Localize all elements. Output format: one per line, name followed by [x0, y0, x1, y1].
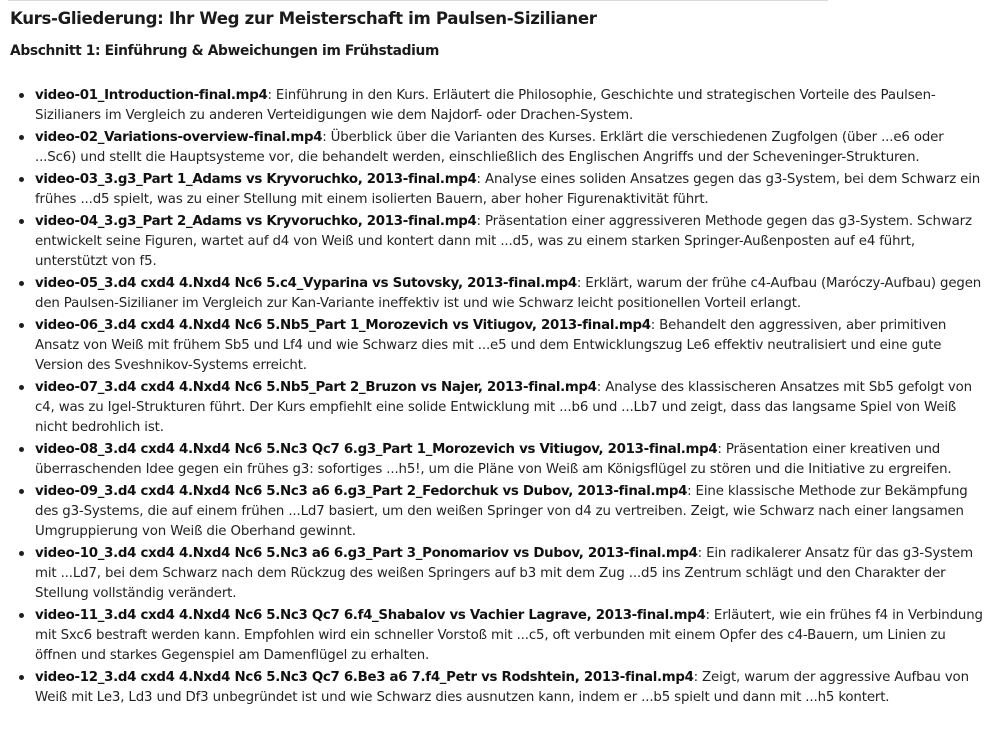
- video-description: : Analyse eines soliden Ansatzes gegen das g3-System, bei dem Schwarz ein frühes ...d5 spielt, was zu einer Stellung mit einem isolierten Bauern, aber hoher Figurenaktivität führt.: [35, 172, 981, 207]
- list-item: [35, 482, 985, 542]
- video-description: : Ein radikalerer Ansatz für das g3-System mit ...Ld7, bei dem Schwarz nach dem Rückzug des weißen Springers auf b3 mit dem Zug ...d5 ins Zentrum schlägt und den Charakter der Stellung vollständig verändert.: [35, 546, 973, 601]
- bullet-icon: [19, 93, 24, 98]
- bullet-icon: [19, 613, 24, 618]
- top-divider: [8, 0, 828, 1]
- video-description: : Präsentation einer aggressiveren Methode gegen das g3-System. Schwarz entwickelt seine Figuren, wartet auf d4 von Weiß und kontert dann mit ...d5, was zu einem starken Springer-Außenposten auf e4 führt, unterstützt von f5.: [35, 214, 972, 269]
- video-filename: video-05_3.d4 cxd4 4.Nxd4 Nc6 5.c4_Vyparina vs Sutovsky, 2013-final.mp4: [35, 276, 577, 291]
- bullet-icon: [19, 177, 24, 182]
- video-description: : Behandelt den aggressiven, aber primitiven Ansatz von Weiß mit frühem Sb5 und Lf4 und wie Schwarz dies mit ...e5 und dem Entwicklungszug Le6 effektiv neutralisiert und eine gute Version des Sveshnikov-Systems erreicht.: [35, 318, 947, 373]
- video-description: : Erklärt, warum der frühe c4-Aufbau (Maróczy-Aufbau) gegen den Paulsen-Sizilianer im Vergleich zur Kan-Variante ineffektiv ist und wie Schwarz leicht positionellen Vorteil erlangt.: [35, 276, 982, 311]
- section-heading: Abschnitt 1: Einführung & Abweichungen im Frühstadium: [10, 43, 439, 59]
- bullet-icon: [19, 281, 24, 286]
- list-item: [35, 440, 985, 480]
- video-filename: video-07_3.d4 cxd4 4.Nxd4 Nc6 5.Nb5_Part 2_Bruzon vs Najer, 2013-final.mp4: [35, 380, 597, 395]
- list-item: [35, 606, 985, 666]
- video-filename: video-12_3.d4 cxd4 4.Nxd4 Nc6 5.Nc3 Qc7 6.Be3 a6 7.f4_Petr vs Rodshtein, 2013-final.mp4: [35, 670, 694, 685]
- list-item: [35, 128, 985, 168]
- list-item: [35, 212, 985, 272]
- list-item: [35, 170, 985, 210]
- video-description: : Analyse des klassischeren Ansatzes mit Sb5 gefolgt von c4, was zu Igel-Strukturen führt. Der Kurs empfiehlt eine solide Entwicklung mit ...b6 und ...Lb7 und zeigt, dass das langsame Spiel von Weiß nicht bedrohlich ist.: [35, 380, 972, 435]
- list-item: [35, 668, 985, 708]
- list-item: [35, 86, 985, 126]
- video-filename: video-08_3.d4 cxd4 4.Nxd4 Nc6 5.Nc3 Qc7 6.g3_Part 1_Morozevich vs Vitiugov, 2013-final.mp4: [35, 442, 718, 457]
- video-description: : Eine klassische Methode zur Bekämpfung des g3-Systems, die auf einem frühen ...Ld7 basiert, um den weißen Springer von d4 zu vertreiben. Zeigt, wie Schwarz nach einer langsamen Umgruppierung von Weiß die Oberhand gewinnt.: [35, 484, 968, 539]
- bullet-icon: [19, 135, 24, 140]
- list-item: [35, 274, 985, 314]
- bullet-icon: [19, 489, 24, 494]
- list-item: [35, 378, 985, 438]
- list-item: [35, 316, 985, 376]
- list-item: [35, 544, 985, 604]
- video-filename: video-11_3.d4 cxd4 4.Nxd4 Nc6 5.Nc3 Qc7 6.f4_Shabalov vs Vachier Lagrave, 2013-final.mp4: [35, 608, 706, 623]
- video-description: : Einführung in den Kurs. Erläutert die Philosophie, Geschichte und strategischen Vorteile des Paulsen-Sizilianers im Vergleich zu anderen Verteidigungen wie dem Najdorf- oder Drachen-System.: [35, 88, 936, 123]
- video-filename: video-06_3.d4 cxd4 4.Nxd4 Nc6 5.Nb5_Part 1_Morozevich vs Vitiugov, 2013-final.mp4: [35, 318, 651, 333]
- bullet-icon: [19, 219, 24, 224]
- video-description: : Erläutert, wie ein frühes f4 in Verbindung mit Sxc6 bestraft werden kann. Empfohlen wird ein schneller Vorstoß mit ...c5, oft verbunden mit einem Opfer des c4-Bauern, um Linien zu öffnen und starkes Gegenspiel am Damenflügel zu erhalten.: [35, 608, 983, 663]
- page-title: Kurs-Gliederung: Ihr Weg zur Meisterschaft im Paulsen-Sizilianer: [10, 9, 597, 28]
- video-filename: video-01_Introduction-final.mp4: [35, 88, 268, 103]
- bullet-icon: [19, 323, 24, 328]
- video-list: [10, 86, 985, 708]
- bullet-icon: [19, 447, 24, 452]
- bullet-icon: [19, 675, 24, 680]
- bullet-icon: [19, 551, 24, 556]
- video-description: : Überblick über die Varianten des Kurses. Erklärt die verschiedenen Zugfolgen (über ...e6 oder ...Sc6) und stellt die Hauptsysteme vor, die behandelt werden, einschließlich des Englischen Angriffs und der Scheveninger-Strukturen.: [35, 130, 944, 165]
- video-filename: video-10_3.d4 cxd4 4.Nxd4 Nc6 5.Nc3 a6 6.g3_Part 3_Ponomariov vs Dubov, 2013-final.mp4: [35, 546, 698, 561]
- video-description: : Zeigt, warum der aggressive Aufbau von Weiß mit Le3, Ld3 und Df3 unbegründet ist und wie Schwarz dies ausnutzen kann, indem er ...b5 spielt und dann mit ...h5 kontert.: [35, 670, 969, 705]
- bullet-icon: [19, 385, 24, 390]
- video-filename: video-02_Variations-overview-final.mp4: [35, 130, 323, 145]
- video-description: : Präsentation einer kreativen und überraschenden Idee gegen ein frühes g3: sofortiges ...h5!, um die Pläne von Weiß am Königsflügel zu stören und die Initiative zu ergreifen.: [35, 442, 952, 477]
- video-filename: video-09_3.d4 cxd4 4.Nxd4 Nc6 5.Nc3 a6 6.g3_Part 2_Fedorchuk vs Dubov, 2013-final.mp4: [35, 484, 688, 499]
- video-filename: video-04_3.g3_Part 2_Adams vs Kryvoruchko, 2013-final.mp4: [35, 214, 477, 229]
- video-filename: video-03_3.g3_Part 1_Adams vs Kryvoruchko, 2013-final.mp4: [35, 172, 477, 187]
